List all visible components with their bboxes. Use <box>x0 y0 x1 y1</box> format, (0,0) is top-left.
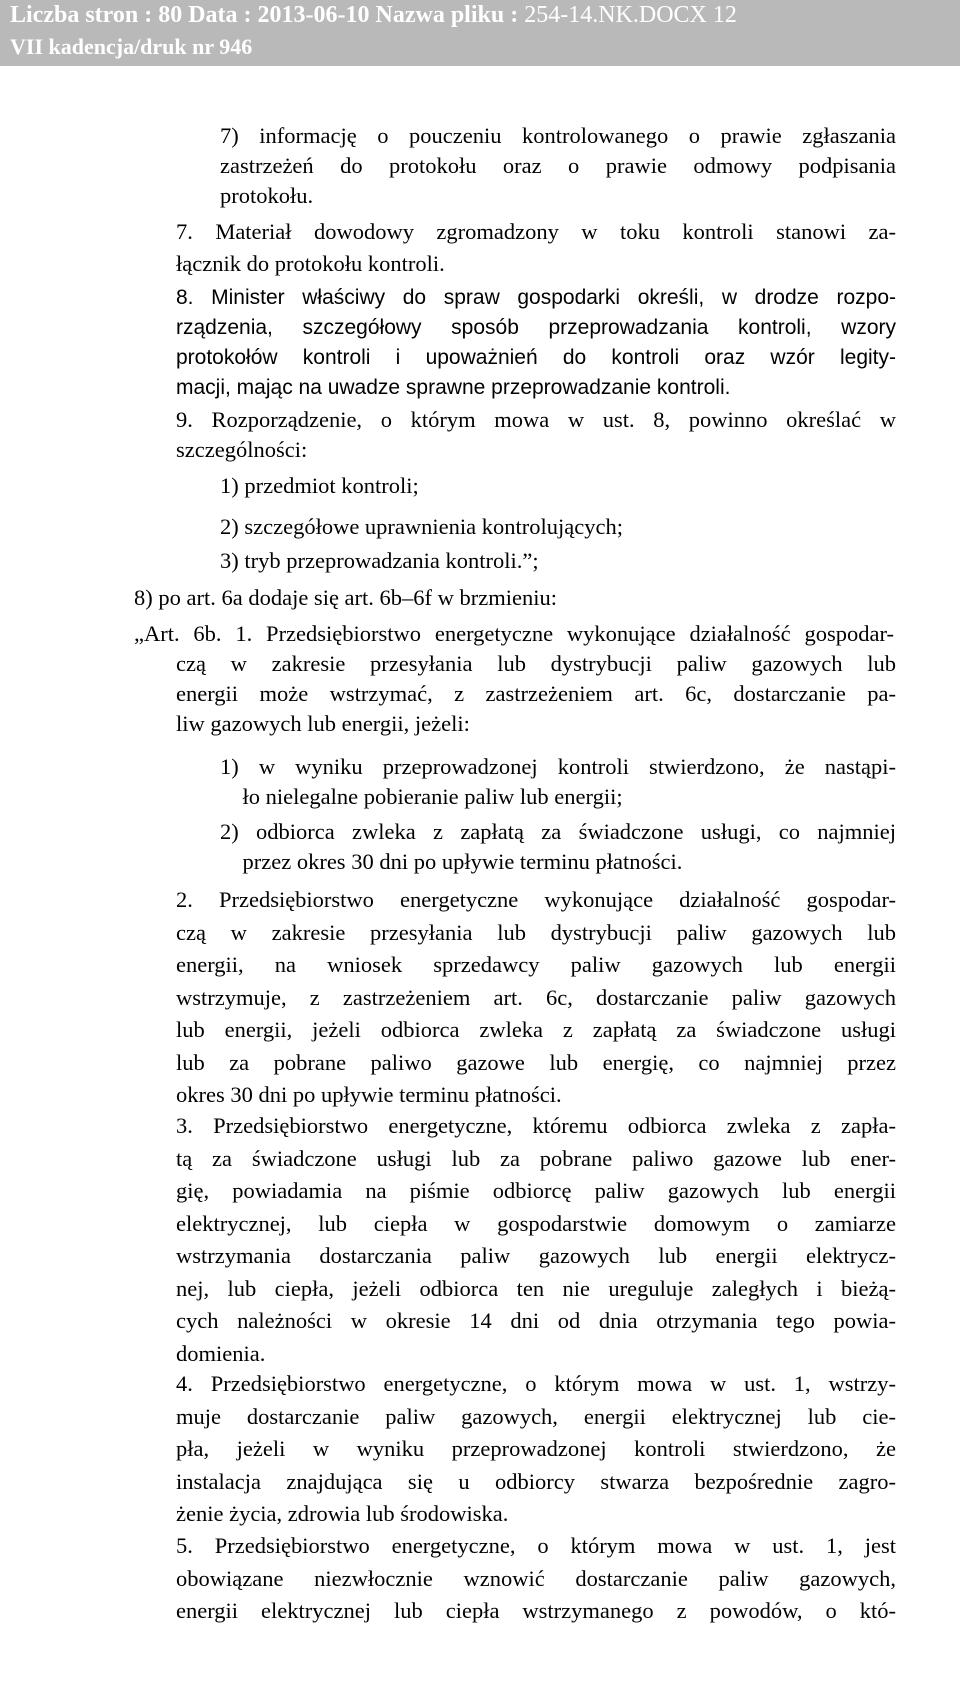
text-line: czą w zakresie przesyłania lub dystrybucji paliw gazowych lub <box>176 919 896 945</box>
paragraph-pt9 <box>176 405 896 465</box>
text-line: 1) w wyniku przeprowadzonej kontroli stwierdzono, że nastąpi- <box>220 754 896 779</box>
text-line: wstrzymuje, z zastrzeżeniem art. 6c, dostarczanie paliw gazowych <box>176 984 896 1010</box>
header-file-name: 254-14.NK.DOCX 12 <box>524 2 737 28</box>
text-line: gię, powiadamia na piśmie odbiorcę paliw gazowych lub energii <box>176 1178 896 1203</box>
text-line: 2) szczegółowe uprawnienia kontrolujących; <box>220 514 623 539</box>
text-line: 9. Rozporządzenie, o którym mowa w ust. 8, powinno określać w <box>176 407 896 432</box>
paragraph-pt9-1 <box>220 471 896 501</box>
paragraph-p7-info <box>220 121 896 211</box>
text-line: 3) tryb przeprowadzania kontroli.”; <box>220 548 539 573</box>
text-line: energii, na wniosek sprzedawcy paliw gazowych lub energii <box>176 952 896 977</box>
document-header-bar <box>0 0 960 66</box>
text-line: „Art. 6b. 1. Przedsiębiorstwo energetyczne wykonujące działalność gospodar- <box>134 621 894 646</box>
text-line: cych należności w okresie 14 dni od dnia otrzymania tego powia- <box>176 1308 896 1333</box>
text-line: zastrzeżeń do protokołu oraz o prawie odmowy podpisania <box>220 153 896 178</box>
text-line: przez okres 30 dni po upływie terminu płatności. <box>220 849 683 874</box>
text-line: pła, jeżeli w wyniku przeprowadzonej kontroli stwierdzono, że <box>176 1436 896 1461</box>
text-line: 2) odbiorca zwleka z zapłatą za świadczone usługi, co najmniej <box>220 819 896 844</box>
text-line: 4. Przedsiębiorstwo energetyczne, o którym mowa w ust. 1, wstrzy- <box>176 1371 896 1396</box>
text-line: macji, mając na uwadze sprawne przeprowadzanie kontroli. <box>176 376 731 399</box>
text-line: energii może wstrzymać, z zastrzeżeniem art. 6c, dostarczanie pa- <box>176 681 896 706</box>
paragraph-pt7 <box>176 217 896 247</box>
paragraph-art6b-5 <box>176 1530 896 1628</box>
paragraph-art6b-1b <box>176 649 896 739</box>
text-line: łącznik do protokołu kontroli. <box>176 251 445 276</box>
text-line: ło nielegalne pobieranie paliw lub energii; <box>220 784 623 809</box>
text-line: 1) przedmiot kontroli; <box>220 473 419 498</box>
text-line: elektrycznej, lub ciepła w gospodarstwie domowym o zamiarze <box>176 1210 896 1236</box>
header-druk-line: VII kadencja/druk nr 946 <box>10 34 253 59</box>
header-meta-line <box>10 2 737 29</box>
paragraph-art6b-1-2 <box>220 817 896 877</box>
text-line: 3. Przedsiębiorstwo energetyczne, któremu odbiorca zwleka z zapła- <box>176 1113 896 1138</box>
text-line: szczególności: <box>176 437 308 462</box>
paragraph-art6b-3 <box>176 1110 896 1370</box>
text-line: 7) informację o pouczeniu kontrolowanego o prawie zgłaszania <box>220 123 896 148</box>
text-line: wstrzymania dostarczania paliw gazowych lub energii elektrycz- <box>176 1243 896 1268</box>
text-line: okres 30 dni po upływie terminu płatności. <box>176 1082 562 1107</box>
paragraph-amend8 <box>134 583 894 613</box>
header-meta-prefix: Liczba stron : 80 Data : 2013-06-10 Nazwa pliku : <box>10 2 525 28</box>
text-line: protokołów kontroli i upoważnień do kontroli oraz wzór legity- <box>176 346 896 369</box>
text-line: czą w zakresie przesyłania lub dystrybucji paliw gazowych lub <box>176 651 896 676</box>
text-line: 2. Przedsiębiorstwo energetyczne wykonujące działalność gospodar- <box>176 887 896 912</box>
text-line: domienia. <box>176 1340 266 1366</box>
paragraph-art6b-1a <box>134 619 894 649</box>
paragraph-art6b-1-1 <box>220 752 896 812</box>
paragraph-pt9-2 <box>220 512 896 542</box>
paragraph-pt7b <box>176 249 896 279</box>
text-line: energii elektrycznej lub ciepła wstrzymanego z powodów, o któ- <box>176 1598 896 1623</box>
text-line: instalacja znajdująca się u odbiorcy stwarza bezpośrednie zagro- <box>176 1468 896 1494</box>
paragraph-pt8 <box>176 283 896 403</box>
paragraph-art6b-2 <box>176 884 896 1112</box>
text-line: lub za pobrane paliwo gazowe lub energię, co najmniej przez <box>176 1049 896 1075</box>
text-line: 7. Materiał dowodowy zgromadzony w toku kontroli stanowi za- <box>176 219 896 244</box>
paragraph-art6b-4 <box>176 1368 896 1531</box>
text-line: 5. Przedsiębiorstwo energetyczne, o którym mowa w ust. 1, jest <box>176 1533 896 1558</box>
text-line: liw gazowych lub energii, jeżeli: <box>176 711 470 736</box>
paragraph-pt9-3 <box>220 546 896 576</box>
text-line: tą za świadczone usługi lub za pobrane paliwo gazowe lub ener- <box>176 1145 896 1171</box>
text-line: 8. Minister właściwy do spraw gospodarki określi, w drodze rozpo- <box>176 286 896 309</box>
text-line: żenie życia, zdrowia lub środowiska. <box>176 1501 509 1526</box>
text-line: protokołu. <box>220 183 314 208</box>
text-line: lub energii, jeżeli odbiorca zwleka z zapłatą za świadczone usługi <box>176 1017 896 1042</box>
text-line: nej, lub ciepła, jeżeli odbiorca ten nie ureguluje zaległych i bieżą- <box>176 1275 896 1301</box>
text-line: muje dostarczanie paliw gazowych, energii elektrycznej lub cie- <box>176 1403 896 1429</box>
text-line: 8) po art. 6a dodaje się art. 6b–6f w brzmieniu: <box>134 585 557 610</box>
text-line: obowiązane niezwłocznie wznowić dostarczanie paliw gazowych, <box>176 1565 896 1591</box>
text-line: rządzenia, szczegółowy sposób przeprowadzania kontroli, wzory <box>176 316 896 339</box>
